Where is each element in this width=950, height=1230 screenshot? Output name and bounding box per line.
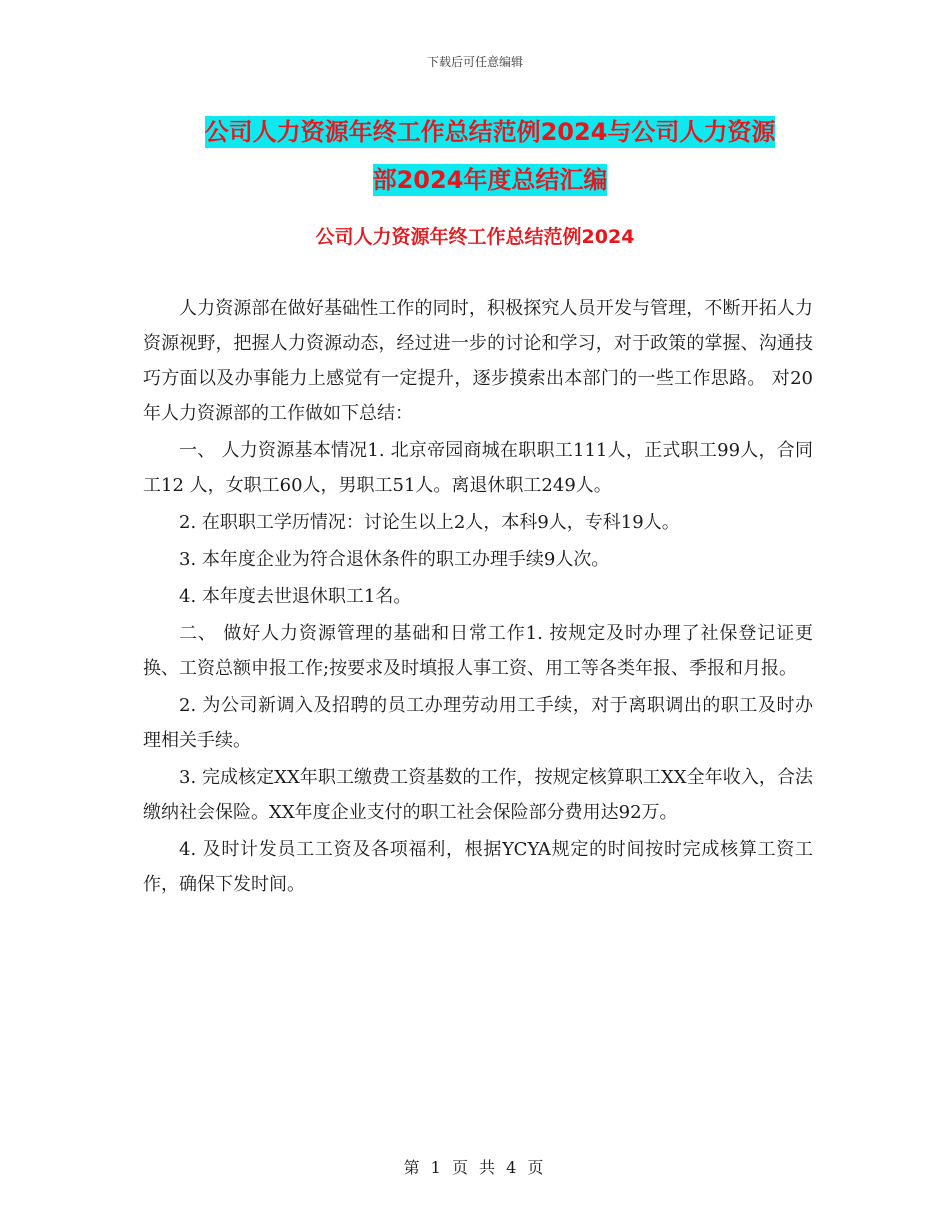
document-title-line-1: 公司人力资源年终工作总结范例2024与公司人力资源 xyxy=(204,118,776,146)
page-header: 下载后可任意编辑 xyxy=(426,55,523,69)
paragraph: 人力资源部在做好基础性工作的同时，积极探究人员开发与管理，不断开拓人力资源视野，把握人力资源动态，经过进一步的讨论和学习，对于政策的掌握、沟通技巧方面以及办事能力上感觉有一定提升，逐步摸索出本部门的一些工作思路。 对20 年人力资源部的工作做如下总结： xyxy=(143,298,813,424)
paragraph: 一、 人力资源基本情况1. 北京帝园商城在职职工111人，正式职工99人，合同工12 人，女职工60人，男职工51人。离退休职工249人。 xyxy=(143,440,813,496)
paragraph: 二、 做好人力资源管理的基础和日常工作1. 按规定及时办理了社保登记证更换、工资总额申报工作;按要求及时填报人事工资、用工等各类年报、季报和月报。 xyxy=(143,623,813,679)
paragraph: 3. 本年度企业为符合退休条件的职工办理手续9人次。 xyxy=(179,549,610,570)
document-title-line-2: 部2024年度总结汇编 xyxy=(372,166,608,194)
paragraph: 2. 为公司新调入及招聘的员工办理劳动用工手续，对于离职调出的职工及时办理相关手续。 xyxy=(143,695,813,751)
paragraph: 2. 在职职工学历情况：讨论生以上2人，本科9人，专科19人。 xyxy=(179,512,680,533)
page-footer: 第 1 页 共 4 页 xyxy=(403,1158,547,1177)
paragraph: 4. 及时计发员工工资及各项福利，根据YCYA规定的时间按时完成核算工资工作，确保下发时间。 xyxy=(143,839,813,895)
paragraph: 3. 完成核定XX年职工缴费工资基数的工作，按规定核算职工XX全年收入，合法缴纳社会保险。XX年度企业支付的职工社会保险部分费用达92万。 xyxy=(143,767,813,823)
document-body xyxy=(143,291,813,904)
paragraph: 4. 本年度去世退休职工1名。 xyxy=(179,586,412,607)
section-title: 公司人力资源年终工作总结范例2024 xyxy=(315,226,635,248)
document-title xyxy=(140,108,840,204)
